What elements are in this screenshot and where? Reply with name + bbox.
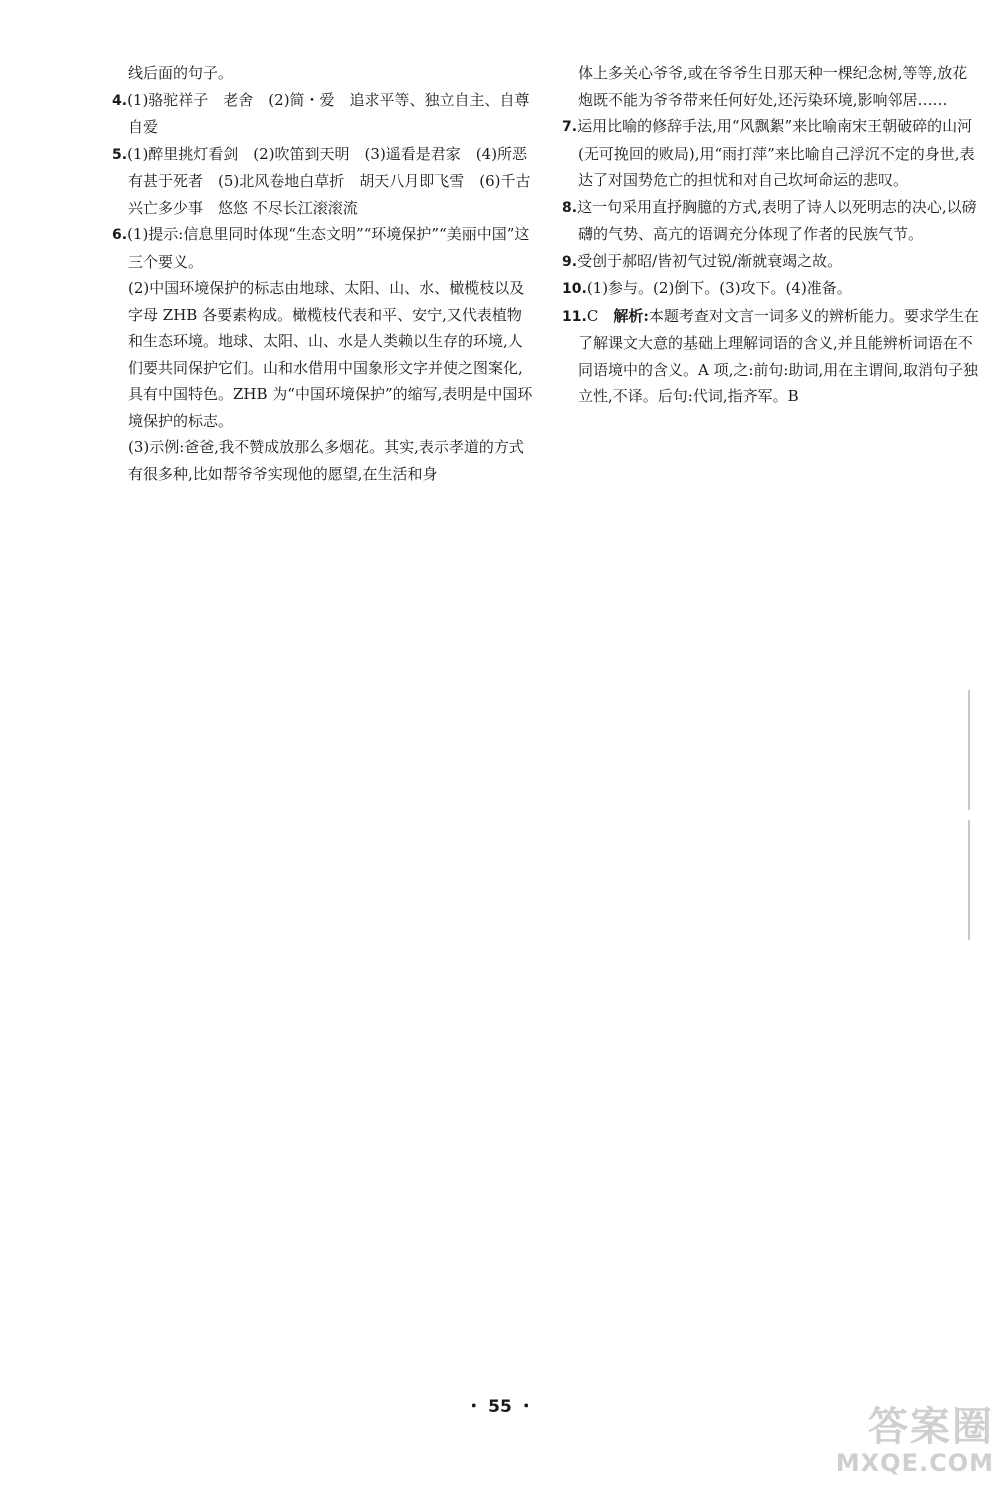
answer-number: 5.	[112, 146, 128, 163]
answer-number: 4.	[112, 92, 128, 109]
answer-6-part1	[112, 221, 536, 275]
answer-text: 运用比喻的修辞手法,用“风飘絮”来比喻南宋王朝破碎的山河(无可挽回的败局),用“雨打萍”来比喻自己浮沉不定的身世,表达了对国势危亡的担忧和对自己坎坷命运的悲叹。	[577, 117, 975, 189]
scan-edge-line	[968, 820, 970, 940]
answer-number: 9.	[562, 253, 578, 270]
answer-text: 本题考查对文言一词多义的辨析能力。要求学生在了解课文大意的基础上理解词语的含义,并且能辨析词语在不同语境中的含义。A 项,之:前句:助词,用在主谓间,取消句子独立性,不译。后句:代词,指齐军。B	[578, 306, 979, 405]
answer-number: 7.	[562, 119, 578, 135]
answer-5	[112, 141, 536, 222]
answer-text: (1)提示:信息里同时体现“生态文明”“环境保护”“美丽中国”这三个要义。	[127, 225, 530, 271]
answer-4	[112, 87, 536, 141]
watermark-url: MXQE.COM	[835, 1449, 994, 1477]
answer-11	[562, 303, 982, 410]
scan-edge-line	[968, 690, 970, 810]
watermark-logo	[814, 1405, 994, 1483]
answer-10	[562, 275, 982, 303]
intro-line: 线后面的句子。	[128, 64, 234, 82]
page-number: ・ 55 ・	[465, 1397, 535, 1417]
answer-text: (1)骆驼祥子 老舍 (2)简・爱 追求平等、独立自主、自尊自爱	[127, 90, 530, 136]
answer-text: 受创于郝昭/皆初气过锐/渐就衰竭之故。	[577, 251, 843, 270]
answer-7	[562, 113, 982, 194]
answer-6-part3: (3)示例:爸爸,我不赞成放那么多烟花。其实,表示孝道的方式有很多种,比如帮爷爷实现他的愿望,在生活和身	[128, 438, 524, 483]
answer-text: (1)醉里挑灯看剑 (2)吹笛到天明 (3)遥看是君家 (4)所恶有甚于死者 (5)北风卷地白草折 胡天八月即飞雪 (6)千古兴亡多少事 悠悠 不尽长江滚滚流	[127, 144, 531, 217]
right-column	[562, 60, 982, 410]
answer-text: (1)参与。(2)倒下。(3)攻下。(4)准备。	[586, 279, 852, 297]
answer-8	[562, 194, 982, 248]
answer-6-continuation: 体上多关心爷爷,或在爷爷生日那天种一棵纪念树,等等,放花炮既不能为爷爷带来任何好处,还污染环境,影响邻居……	[578, 64, 968, 109]
answer-number: 8.	[562, 199, 578, 216]
answer-text: 这一句采用直抒胸臆的方式,表明了诗人以死明志的决心,以磅礴的气势、高亢的语调充分体现了作者的民族气节。	[577, 197, 977, 243]
answer-number: 10.	[562, 281, 587, 297]
answer-number: 6.	[112, 227, 128, 243]
left-column	[112, 60, 536, 487]
answer-9	[562, 248, 982, 276]
analysis-label: 解析:	[613, 306, 649, 325]
answer-choice: C	[586, 306, 599, 325]
answer-number: 11.	[562, 308, 587, 325]
watermark-text: 答案圈	[868, 1404, 994, 1450]
answer-6-part2: (2)中国环境保护的标志由地球、太阳、山、水、橄榄枝以及字母 ZHB 各要素构成。橄榄枝代表和平、安宁,又代表植物和生态环境。地球、太阳、山、水是人类赖以生存的环境,人们要共同保护它们。山和水借用中国象形文字并使之图案化,具有中国特色。ZHB 为“中国环境保护”的缩写,表明是中国环境保护的标志。	[128, 279, 533, 430]
